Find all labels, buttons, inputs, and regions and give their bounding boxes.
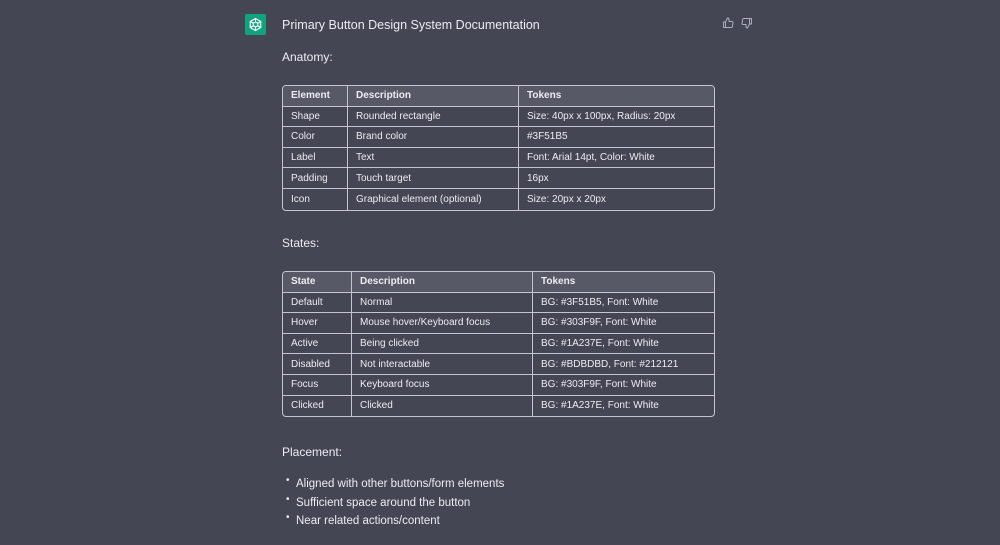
table-header-row — [283, 272, 714, 293]
column-header: Description — [348, 86, 519, 107]
table-cell: Padding — [283, 168, 348, 189]
list-item-text: Aligned with other buttons/form elements — [296, 478, 505, 490]
table-header-row — [283, 86, 714, 107]
table-cell: Shape — [283, 107, 348, 128]
placement-heading: Placement: — [282, 445, 343, 459]
table-cell: Text — [348, 148, 519, 169]
list-item-text: Near related actions/content — [296, 515, 440, 527]
table-row — [283, 396, 714, 417]
table-cell: Clicked — [283, 396, 352, 417]
table-cell: BG: #3F51B5, Font: White — [533, 293, 714, 314]
table-cell: BG: #BDBDBD, Font: #212121 — [533, 354, 714, 375]
table-cell: Hover — [283, 313, 352, 334]
bullet-icon: • — [286, 475, 290, 486]
openai-logo-icon — [247, 16, 264, 33]
table-row — [283, 354, 714, 375]
table-cell: Being clicked — [352, 334, 533, 355]
table-row — [283, 168, 714, 189]
table-cell: Disabled — [283, 354, 352, 375]
list-item — [286, 494, 504, 513]
table-cell: Active — [283, 334, 352, 355]
table-row — [283, 189, 714, 210]
table-row — [283, 293, 714, 314]
anatomy-heading: Anatomy: — [282, 50, 333, 64]
table-row — [283, 127, 714, 148]
table-row — [283, 313, 714, 334]
placement-list — [286, 475, 504, 531]
table-cell: BG: #1A237E, Font: White — [541, 400, 659, 412]
table-cell: Graphical element (optional) — [348, 189, 519, 210]
table-cell: Normal — [352, 293, 533, 314]
column-header: Description — [352, 272, 533, 293]
table-row — [283, 107, 714, 128]
table-cell: Touch target — [348, 168, 519, 189]
states-table — [282, 271, 715, 417]
thumbs-down-icon — [741, 17, 753, 29]
thumbs-up-button[interactable] — [721, 16, 735, 30]
table-row — [283, 375, 714, 396]
table-cell: Mouse hover/Keyboard focus — [352, 313, 533, 334]
table-cell: Size: 40px x 100px, Radius: 20px — [519, 107, 714, 128]
avatar — [245, 14, 266, 35]
table-cell: Focus — [283, 375, 352, 396]
table-cell: Rounded rectangle — [348, 107, 519, 128]
anatomy-table — [282, 85, 715, 211]
table-cell: 16px — [519, 168, 714, 189]
table-cell: Font: Arial 14pt, Color: White — [519, 148, 714, 169]
column-header: Tokens — [519, 86, 714, 107]
message-title: Primary Button Design System Documentation — [282, 18, 540, 32]
list-item-text: Sufficient space around the button — [296, 496, 471, 509]
table-cell: Size: 20px x 20px — [527, 193, 606, 205]
table-cell: BG: #1A237E, Font: White — [533, 334, 714, 355]
list-item — [286, 512, 504, 531]
thumbs-down-button[interactable] — [740, 16, 754, 30]
thumbs-up-icon — [722, 17, 734, 29]
column-header: Tokens — [533, 272, 714, 293]
bullet-icon: • — [286, 512, 290, 523]
table-cell: BG: #303F9F, Font: White — [533, 313, 714, 334]
bullet-icon: • — [286, 493, 290, 505]
table-cell: Not interactable — [352, 354, 533, 375]
table-cell: Color — [283, 127, 348, 148]
column-header: Element — [283, 86, 348, 107]
table-row — [283, 334, 714, 355]
table-cell: Label — [283, 148, 348, 169]
column-header: State — [283, 272, 352, 293]
table-cell: Icon — [283, 189, 348, 210]
states-heading: States: — [282, 236, 320, 250]
table-cell: BG: #303F9F, Font: White — [533, 375, 714, 396]
table-cell: #3F51B5 — [519, 127, 714, 148]
table-cell: Default — [283, 293, 352, 314]
table-cell: Brand color — [348, 127, 519, 148]
table-row — [283, 148, 714, 169]
table-cell: Clicked — [352, 396, 533, 417]
table-cell: Keyboard focus — [352, 375, 533, 396]
list-item — [286, 475, 504, 494]
